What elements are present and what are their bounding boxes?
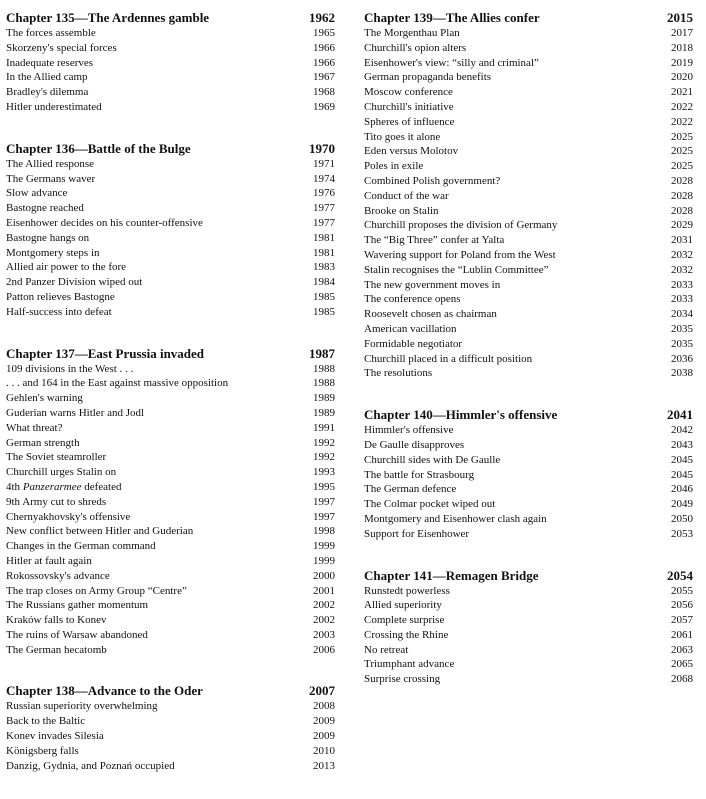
entry-title-suffix: defeated	[81, 480, 122, 493]
toc-entry	[6, 100, 336, 115]
entry-title: The Colmar pocket wiped out	[364, 498, 496, 511]
entry-title: Churchill sides with De Gaulle	[364, 453, 501, 466]
entry-page-number: 2006	[313, 643, 335, 656]
entry-title: Formidable negotiator	[364, 337, 463, 350]
toc-entry	[6, 569, 336, 584]
toc-entry	[6, 436, 336, 451]
entry-title: Changes in the German command	[6, 540, 156, 553]
toc-entry	[6, 554, 336, 569]
entry-page-number: 2031	[671, 234, 693, 247]
entry-page-number: 2042	[671, 424, 693, 437]
toc-entry	[6, 70, 336, 85]
entry-page-number: 1988	[313, 377, 335, 390]
toc-entry	[6, 26, 336, 41]
entry-page-number: 1989	[313, 406, 335, 419]
entry-title: Churchill placed in a difficult position	[364, 352, 533, 365]
entry-title: Patton relieves Bastogne	[6, 290, 115, 303]
entry-page-number: 2053	[671, 527, 693, 540]
chapter-heading	[364, 407, 694, 422]
chapter-page-number: 1962	[309, 10, 335, 25]
toc-entry	[364, 613, 694, 628]
toc-entry	[6, 290, 336, 305]
toc-entry	[364, 159, 694, 174]
toc-entry	[6, 246, 336, 261]
entry-page-number: 1992	[313, 436, 335, 449]
toc-entry	[364, 366, 694, 381]
toc-entry	[364, 512, 694, 527]
entry-title: Support for Eisenhower	[364, 527, 470, 540]
chapter-section	[6, 683, 336, 773]
entry-title: Montgomery steps in	[6, 246, 100, 259]
entry-page-number: 1969	[313, 100, 335, 113]
entry-page-number: 2036	[671, 352, 693, 365]
entry-page-number: 2020	[671, 71, 693, 84]
entry-title: The Russians gather momentum	[6, 599, 149, 612]
toc-entry	[364, 144, 694, 159]
entry-title: German propaganda benefits	[364, 71, 492, 84]
toc-entry	[6, 157, 336, 172]
toc-entry	[6, 744, 336, 759]
entry-title: Roosevelt chosen as chairman	[364, 308, 497, 321]
entry-page-number: 1976	[313, 187, 335, 200]
entry-page-number: 1988	[313, 362, 335, 375]
toc-entry	[6, 699, 336, 714]
entry-page-number: 2055	[671, 584, 693, 597]
entry-page-number: 2049	[671, 498, 693, 511]
entry-title: No retreat	[364, 643, 409, 656]
toc-entry	[364, 174, 694, 189]
entry-page-number: 1983	[313, 261, 335, 274]
entry-title: Runstedt powerless	[364, 584, 450, 597]
entry-title: Inadequate reserves	[6, 56, 94, 69]
entry-page-number: 2050	[671, 512, 693, 525]
entry-page-number: 2028	[671, 189, 693, 202]
toc-entry	[364, 56, 694, 71]
toc-entry	[364, 41, 694, 56]
entry-page-number: 1995	[313, 480, 335, 493]
toc-entry	[6, 759, 336, 774]
toc-entry	[6, 186, 336, 201]
entry-title: The Soviet steamroller	[6, 451, 107, 464]
toc-entry	[364, 278, 694, 293]
toc-entry	[364, 248, 694, 263]
chapter-heading	[364, 10, 694, 25]
entry-title: 109 divisions in the West . . .	[6, 362, 134, 375]
chapter-page-number: 1987	[309, 345, 335, 361]
toc-entry	[6, 480, 336, 495]
entry-page-number: 2046	[671, 483, 693, 496]
toc-entry	[364, 292, 694, 307]
toc-entry	[6, 465, 336, 480]
entry-title: Bradley's dilemma	[6, 86, 89, 99]
entry-page-number: 1981	[313, 231, 335, 244]
chapter-page-number: 2041	[667, 407, 693, 423]
entry-title: Montgomery and Eisenhower clash again	[364, 512, 547, 525]
entry-title: Back to the Baltic	[6, 715, 86, 728]
entry-title: The conference opens	[364, 293, 461, 306]
entry-page-number: 1999	[313, 554, 335, 567]
toc-entry	[6, 172, 336, 187]
entry-page-number: 1981	[313, 246, 335, 259]
entry-page-number: 1966	[313, 41, 335, 54]
chapter-section	[6, 346, 336, 658]
toc-entry	[6, 362, 336, 377]
entry-page-number: 1999	[313, 540, 335, 553]
entry-page-number: 2025	[671, 145, 693, 158]
toc-entry	[364, 438, 694, 453]
entry-page-number: 2002	[313, 614, 335, 627]
chapter-page-number: 2015	[667, 10, 693, 25]
entry-title: The resolutions	[364, 367, 433, 380]
entry-page-number: 2032	[671, 263, 693, 276]
entry-title: Eisenhower decides on his counter-offensive	[6, 216, 203, 229]
entry-page-number: 2009	[313, 730, 335, 743]
entry-title: Skorzeny's special forces	[6, 41, 117, 54]
chapter-title: Chapter 141—Remagen Bridge	[364, 567, 539, 583]
entry-title: Russian superiority overwhelming	[6, 700, 158, 713]
chapter-heading	[364, 568, 694, 583]
toc-entry	[6, 510, 336, 525]
entry-page-number: 1971	[313, 157, 335, 170]
toc-entry	[364, 657, 694, 672]
entry-title: Poles in exile	[364, 160, 424, 173]
entry-page-number: 1984	[313, 276, 335, 289]
entry-title: Wavering support for Poland from the West	[364, 248, 556, 261]
entry-page-number: 1998	[313, 525, 335, 538]
entry-title: Conduct of the war	[364, 189, 449, 202]
entry-title: Brooke on Stalin	[364, 204, 439, 217]
entry-page-number: 1966	[313, 56, 335, 69]
toc-entry	[6, 56, 336, 71]
entry-page-number: 2029	[671, 219, 693, 232]
entry-title: Konev invades Silesia	[6, 730, 104, 743]
entry-title: . . . and 164 in the East against massive opposition	[6, 377, 229, 390]
entry-title: Bastogne hangs on	[6, 231, 90, 244]
chapter-title: Chapter 135—The Ardennes gamble	[6, 10, 210, 25]
toc-column-right	[364, 10, 694, 713]
entry-title: The Germans waver	[6, 172, 96, 185]
toc-entry	[6, 598, 336, 613]
entry-page-number: 2057	[671, 614, 693, 627]
entry-page-number: 2045	[671, 468, 693, 481]
toc-entry	[6, 231, 336, 246]
chapter-section	[6, 141, 336, 320]
entry-page-number: 1965	[313, 27, 335, 39]
entry-page-number: 2025	[671, 160, 693, 173]
entry-title: Stalin recognises the “Lublin Committee”	[364, 263, 549, 276]
toc-entry	[6, 628, 336, 643]
entry-title: Tito goes it alone	[364, 130, 441, 143]
entry-page-number: 2001	[313, 584, 335, 597]
toc-entry	[364, 527, 694, 542]
toc-entry	[364, 218, 694, 233]
entry-title: German strength	[6, 436, 80, 449]
toc-entry	[6, 41, 336, 56]
toc-entry	[6, 643, 336, 658]
toc-entry	[364, 643, 694, 658]
entry-page-number: 2061	[671, 628, 693, 641]
toc-entry	[6, 260, 336, 275]
entry-page-number: 2028	[671, 204, 693, 217]
toc-entry	[364, 100, 694, 115]
entry-title: Triumphant advance	[364, 658, 455, 671]
entry-title: Churchill urges Stalin on	[6, 466, 117, 479]
entry-page-number: 1985	[313, 305, 335, 318]
entry-title: Churchill proposes the division of Germany	[364, 219, 558, 232]
entry-title: The ruins of Warsaw abandoned	[6, 628, 148, 641]
entry-title: Eisenhower's view: “silly and criminal”	[364, 56, 539, 69]
toc-entry	[6, 391, 336, 406]
entry-page-number: 2009	[313, 715, 335, 728]
toc-entry	[6, 421, 336, 436]
entry-page-number: 2003	[313, 628, 335, 641]
entry-page-number: 2013	[313, 759, 335, 772]
toc-entry	[6, 275, 336, 290]
entry-title: 9th Army cut to shreds	[6, 495, 107, 508]
entry-page-number: 2034	[671, 308, 693, 321]
entry-title: Allied superiority	[364, 599, 442, 612]
entry-title: In the Allied camp	[6, 71, 88, 84]
chapter-heading	[6, 346, 336, 361]
entry-title: Gehlen's warning	[6, 392, 83, 405]
entry-page-number: 2043	[671, 438, 693, 451]
toc-entry	[364, 352, 694, 367]
chapter-page-number: 2007	[309, 683, 335, 699]
entry-page-number: 2032	[671, 248, 693, 261]
entry-title: Complete surprise	[364, 614, 445, 627]
entry-page-number: 1985	[313, 290, 335, 303]
entry-title: Kraków falls to Konev	[6, 614, 107, 627]
entry-title: The new government moves in	[364, 278, 501, 291]
entry-page-number: 1993	[313, 466, 335, 479]
entry-page-number: 2038	[671, 367, 693, 380]
chapter-title: Chapter 139—The Allies confer	[364, 10, 540, 25]
toc-entry	[364, 233, 694, 248]
entry-page-number: 2021	[671, 86, 693, 99]
toc-entry	[6, 450, 336, 465]
entry-title: Rokossovsky's advance	[6, 569, 110, 582]
toc-entry	[364, 115, 694, 130]
entry-title: Half-success into defeat	[6, 305, 112, 318]
entry-page-number: 1974	[313, 172, 335, 185]
entry-title: De Gaulle disapproves	[364, 438, 465, 451]
toc-column-left	[6, 10, 336, 799]
toc-entry	[364, 85, 694, 100]
entry-page-number: 2022	[671, 115, 693, 128]
chapter-section	[364, 568, 694, 688]
entry-title: The German hecatomb	[6, 643, 107, 656]
entry-page-number: 2025	[671, 130, 693, 143]
toc-entry	[364, 337, 694, 352]
chapter-section	[6, 10, 336, 115]
toc-entry	[6, 495, 336, 510]
chapter-title: Chapter 136—Battle of the Bulge	[6, 140, 191, 156]
toc-entry	[364, 453, 694, 468]
entry-page-number: 2056	[671, 599, 693, 612]
toc-entry	[364, 468, 694, 483]
entry-page-number: 2033	[671, 278, 693, 291]
entry-page-number: 1991	[313, 421, 335, 434]
entry-title: Surprise crossing	[364, 673, 441, 686]
entry-title: Guderian warns Hitler and Jodl	[6, 406, 145, 419]
chapter-heading	[6, 683, 336, 698]
chapter-title: Chapter 140—Himmler's offensive	[364, 407, 558, 423]
toc-entry	[364, 628, 694, 643]
entry-page-number: 2019	[671, 56, 693, 69]
entry-title: Danzig, Gydnia, and Poznań occupied	[6, 759, 175, 772]
entry-page-number: 2028	[671, 174, 693, 187]
entry-title: What threat?	[6, 421, 63, 434]
chapter-title: Chapter 138—Advance to the Oder	[6, 683, 203, 699]
entry-title: The Allied response	[6, 157, 94, 170]
entry-page-number: 2068	[671, 673, 693, 686]
toc-entry	[364, 672, 694, 687]
entry-title: The forces assemble	[6, 27, 96, 39]
toc-entry	[6, 613, 336, 628]
chapter-page-number: 1970	[309, 140, 335, 156]
entry-title: Churchill's opion alters	[364, 41, 467, 54]
toc-entry	[364, 598, 694, 613]
entry-page-number: 2033	[671, 293, 693, 306]
entry-title: New conflict between Hitler and Guderian	[6, 525, 194, 538]
chapter-page-number: 2054	[667, 567, 693, 583]
toc-entry	[364, 497, 694, 512]
entry-page-number: 1992	[313, 451, 335, 464]
chapter-heading	[6, 10, 336, 25]
entry-page-number: 2018	[671, 41, 693, 54]
entry-page-number: 1968	[313, 86, 335, 99]
toc-entry	[364, 322, 694, 337]
entry-page-number: 2000	[313, 569, 335, 582]
entry-title: Churchill's initiative	[364, 100, 454, 113]
chapter-section	[364, 10, 694, 381]
toc-entry	[6, 376, 336, 391]
toc-entry	[364, 263, 694, 278]
toc-entry	[364, 584, 694, 599]
chapter-heading	[6, 141, 336, 156]
entry-title: The battle for Strasbourg	[364, 468, 475, 481]
entry-title: Slow advance	[6, 187, 68, 200]
entry-title-italic: Panzerarmee	[22, 480, 82, 493]
entry-page-number: 2045	[671, 453, 693, 466]
entry-title: Eden versus Molotov	[364, 145, 459, 158]
entry-page-number: 2002	[313, 599, 335, 612]
toc-entry	[364, 70, 694, 85]
entry-page-number: 2063	[671, 643, 693, 656]
entry-page-number: 2035	[671, 337, 693, 350]
entry-title: 2nd Panzer Division wiped out	[6, 276, 143, 289]
entry-title: Hitler at fault again	[6, 554, 92, 567]
toc-entry	[6, 729, 336, 744]
entry-title-prefix: 4th	[6, 480, 23, 493]
entry-page-number: 1977	[313, 202, 335, 215]
entry-page-number: 1989	[313, 392, 335, 405]
toc-entry	[6, 305, 336, 320]
entry-title: Bastogne reached	[6, 202, 84, 215]
entry-title: Spheres of influence	[364, 115, 455, 128]
toc-entry	[364, 482, 694, 497]
entry-title: Combined Polish government?	[364, 174, 501, 187]
entry-title: The “Big Three” confer at Yalta	[364, 234, 505, 247]
entry-title: Hitler underestimated	[6, 100, 102, 113]
toc-entry	[364, 423, 694, 438]
entry-title: Crossing the Rhine	[364, 628, 449, 641]
chapter-section	[364, 407, 694, 541]
entry-title: The Morgenthau Plan	[364, 27, 460, 39]
chapter-title: Chapter 137—East Prussia invaded	[6, 345, 205, 361]
entry-page-number: 2022	[671, 100, 693, 113]
entry-page-number: 2017	[671, 27, 693, 39]
entry-page-number: 1997	[313, 495, 335, 508]
entry-title: Chernyakhovsky's offensive	[6, 510, 131, 523]
toc-entry	[6, 539, 336, 554]
entry-page-number: 2010	[313, 744, 335, 757]
entry-page-number: 1967	[313, 71, 335, 84]
toc-entry	[6, 714, 336, 729]
toc-entry	[364, 189, 694, 204]
entry-title: The German defence	[364, 483, 457, 496]
entry-title: Moscow conference	[364, 86, 453, 99]
toc-entry	[6, 85, 336, 100]
toc-entry	[6, 524, 336, 539]
entry-page-number: 1997	[313, 510, 335, 523]
entry-page-number: 2008	[313, 700, 335, 713]
toc-entry	[364, 204, 694, 219]
entry-page-number: 1977	[313, 216, 335, 229]
toc-entry	[6, 584, 336, 599]
entry-title: American vacillation	[364, 322, 457, 335]
entry-title: The trap closes on Army Group “Centre”	[6, 584, 187, 597]
toc-entry	[364, 130, 694, 145]
entry-title: Himmler's offensive	[364, 424, 454, 437]
entry-title: Königsberg falls	[6, 744, 79, 757]
entry-title	[6, 480, 121, 495]
toc-entry	[6, 201, 336, 216]
entry-page-number: 2035	[671, 322, 693, 335]
toc-entry	[6, 216, 336, 231]
toc-entry	[364, 26, 694, 41]
entry-page-number: 2065	[671, 658, 693, 671]
entry-title: Allied air power to the fore	[6, 261, 127, 274]
toc-entry	[364, 307, 694, 322]
toc-entry	[6, 406, 336, 421]
